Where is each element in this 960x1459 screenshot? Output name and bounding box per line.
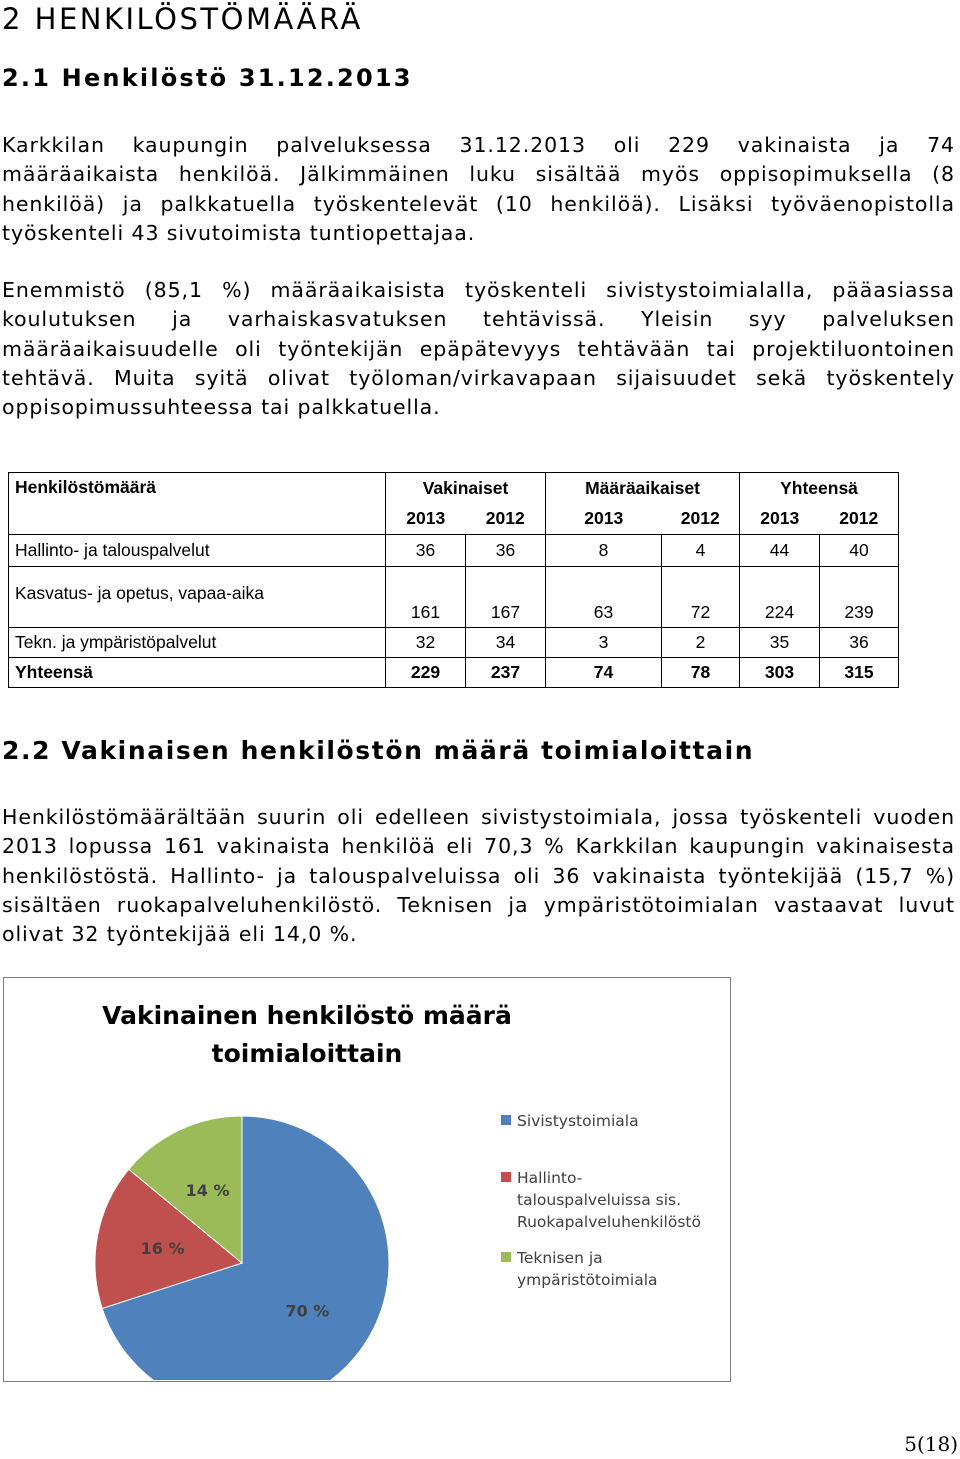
legend-label: Sivistystoimiala: [517, 1112, 639, 1130]
legend-label: Hallinto-: [517, 1169, 583, 1187]
slice-label: 16 %: [140, 1238, 185, 1258]
table-year: 2013: [546, 504, 662, 535]
cell: 161: [386, 567, 466, 628]
cell: 315: [820, 658, 899, 688]
cell: 8: [546, 535, 662, 567]
legend-swatch: [501, 1172, 511, 1182]
cell: 36: [386, 535, 466, 567]
cell: 74: [546, 658, 662, 688]
table-group-total: Yhteensä: [740, 473, 899, 504]
table-group-temporary: Määräaikaiset: [546, 473, 740, 504]
row-label: Kasvatus- ja opetus, vapaa-aika: [9, 567, 386, 628]
cell: 167: [466, 567, 546, 628]
page-number: 5(18): [904, 1432, 958, 1456]
cell: 44: [740, 535, 820, 567]
legend-label: ympäristötoimiala: [517, 1271, 658, 1289]
table-row-total: [9, 658, 899, 688]
table-year: 2013: [386, 504, 466, 535]
pie-chart: [3, 977, 731, 1382]
cell: 36: [820, 628, 899, 658]
table-row: [9, 535, 899, 567]
paragraph-2: Enemmistö (85,1 %) määräaikaisista työskenteli sivistystoimialalla, pääasiassa koulutuksen ja varhaiskasvatuksen tehtävissä. Yleisin syy palveluksen määräaikaisuudelle oli työntekijän epäpätevyys tehtävään tai projektiluontoinen tehtävä. Muita syitä olivat työloman/virkavapaan sijaisuudet sekä työskentely oppisopimussuhteessa tai palkkatuella.: [2, 278, 955, 420]
legend-label: Ruokapalveluhenkilöstö: [517, 1213, 701, 1231]
legend-swatch: [501, 1252, 511, 1262]
cell: 32: [386, 628, 466, 658]
cell: 63: [546, 567, 662, 628]
heading-2-2: 2.2 Vakinaisen henkilöstön määrä toimialoittain: [2, 736, 755, 765]
table-row: [9, 628, 899, 658]
legend-label: Teknisen ja: [517, 1249, 603, 1267]
cell: 72: [662, 567, 740, 628]
staff-table: [8, 472, 899, 688]
chart-title: Vakinainen henkilöstö määrä: [102, 1001, 512, 1030]
cell: 40: [820, 535, 899, 567]
cell: 34: [466, 628, 546, 658]
cell: 303: [740, 658, 820, 688]
heading-2-1: 2.1 Henkilöstö 31.12.2013: [2, 64, 413, 92]
cell: 4: [662, 535, 740, 567]
legend-swatch: [501, 1115, 511, 1125]
heading-1: 2 HENKILÖSTÖMÄÄRÄ: [2, 2, 363, 36]
slice-label: 70 %: [285, 1301, 330, 1321]
cell: 237: [466, 658, 546, 688]
table-year: 2013: [740, 504, 820, 535]
table-year: 2012: [662, 504, 740, 535]
cell: 2: [662, 628, 740, 658]
table-year: 2012: [466, 504, 546, 535]
cell: 78: [662, 658, 740, 688]
row-label: Hallinto- ja talouspalvelut: [9, 535, 386, 567]
cell: 36: [466, 535, 546, 567]
row-label: Yhteensä: [9, 658, 386, 688]
chart-title: toimialoittain: [211, 1039, 403, 1068]
paragraph-3: Henkilöstömäärältään suurin oli edelleen sivistystoimiala, jossa työskenteli vuoden 2013 lopussa 161 vakinaista henkilöä eli 70,3 % Karkkilan kaupungin vakinaisesta henkilöstöstä. Hallinto- ja talouspalveluissa oli 36 vakinaista työntekijää (15,7 %) sisältäen ruokapalveluhenkilöstö. Teknisen ja ympäristötoimialan vastaavat luvut olivat 32 työntekijää eli 14,0 %.: [2, 805, 955, 947]
table-group-permanent: Vakinaiset: [386, 473, 546, 504]
table-year: 2012: [820, 504, 899, 535]
cell: 239: [820, 567, 899, 628]
legend-label: talouspalveluissa sis.: [517, 1191, 682, 1209]
slice-label: 14 %: [185, 1180, 230, 1200]
table-corner-header: Henkilöstömäärä: [9, 473, 386, 535]
paragraph-1: Karkkilan kaupungin palveluksessa 31.12.2013 oli 229 vakinaista ja 74 määräaikaista henkilöä. Jälkimmäinen luku sisältää myös oppisopimuksella (8 henkilöä) ja palkkatuella työskentelevät (10 henkilöä). Lisäksi työväenopistolla työskenteli 43 sivutoimista tuntiopettajaa.: [2, 133, 955, 245]
table-row: [9, 567, 899, 628]
cell: 224: [740, 567, 820, 628]
row-label: Tekn. ja ympäristöpalvelut: [9, 628, 386, 658]
pie-chart-svg: [4, 978, 729, 1380]
cell: 229: [386, 658, 466, 688]
cell: 3: [546, 628, 662, 658]
cell: 35: [740, 628, 820, 658]
